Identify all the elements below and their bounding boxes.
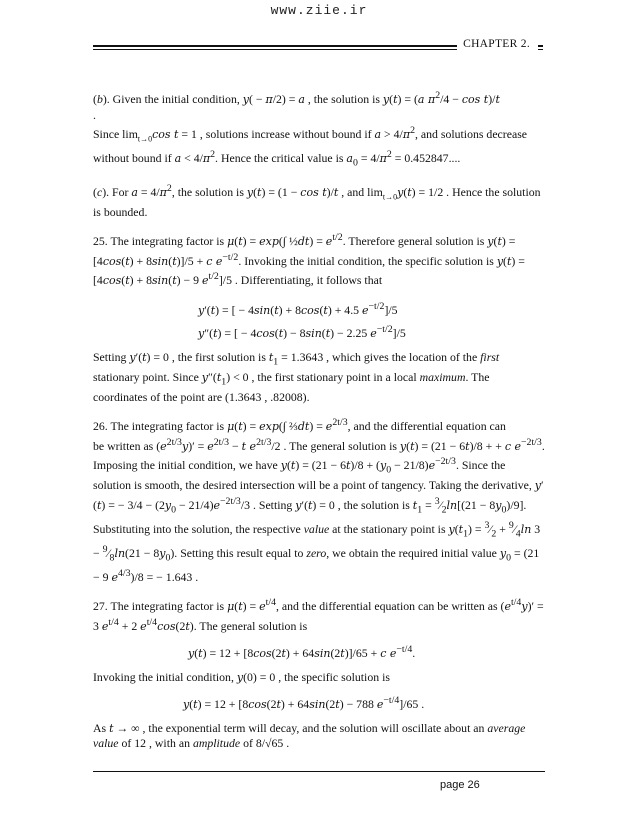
problem-27-initial: Invoking the initial condition, y(0) = 0 , the specific solution is	[93, 669, 390, 684]
paragraph-limit: Since $\lim_{t\to 0}\cos$ t = 1 , solutions increase without bound if $a > 4/\pi^2$, and solutions decrease without bound if $a < 4/\pi^2$. Hence the critical value is $a_0 = 4/\pi^2 = 0.452847$....	[93, 125, 528, 169]
problem-25-conclusion: Setting y′(t) = 0 , the first solution is $t_1 = 1.3643$ , which gives the location of the first stationary point. Since $y''(t_1) < 0$ , the first stationary point in a local maximum. The coordinates of the point are (1.3643 , .82008).	[93, 349, 500, 404]
part-b-line: (b). Given the initial condition, y( − π/2) = a , the solution is y(t) = (a $\pi^2/4 - \cos t)/t$	[93, 90, 500, 106]
equation-y-double-prime: y″(t) = [ − 4cos(t) − 8sin(t) − 2.25 $e^{-t/2}]/5$	[198, 324, 406, 341]
equation-specific-solution: y(t) = 12 + [8cos(2t) + 64sin(2t) − 788 $e^{-t/4}]/65$ .	[183, 695, 425, 712]
footer-rule	[93, 771, 545, 772]
problem-25: 25. The integrating factor is μ(t) = exp(∫ ½dt) = $e^{t/2}$. Therefore general solution is y(t) = [4cos(t) + 8sin(t)]/5 + c $e^{-t/2}$. Invoking the initial condition, the specific solution is y(t) = [4cos(t) + 8sin(t) − 9 $e^{t/2}]/5$ . Differentiating, it follows that	[93, 232, 525, 288]
problem-27-conclusion: As t → ∞ , the exponential term will decay, and the solution will oscillate about an average	[93, 720, 526, 735]
paragraph-part-b	[93, 88, 545, 108]
problem-26-intro: 26. The integrating factor is μ(t) = exp(∫ ⅔dt) = $e^{2t/3}$, and the differential equation can	[93, 417, 506, 434]
chapter-heading: CHAPTER 2.	[457, 38, 538, 50]
paragraph-part-c: (c). For $a = 4/\pi^2$, the solution is y(t) = (1 − cos t)/t , and $\lim_{t\to 0}y(t) = 1/2$ . Hence the solution is bounded.	[93, 182, 541, 219]
equation-general-solution: y(t) = 12 + [8cos(2t) + 64sin(2t)]/65 + c $e^{-t/4}$.	[188, 644, 416, 660]
problem-27-intro: 27. The integrating factor is $\mu(t) = e^{t/4}$, and the differential equation can be written as $(e^{t/4}y)' = 3$ $e^{t/4} + 2$ $e^{t/4}\cos(2t)$. The general solution is	[93, 597, 544, 633]
page-body	[93, 88, 545, 752]
watermark: www.ziie.ir	[270, 3, 368, 18]
problem-27-amplitude: value of 12 , with an amplitude of 8/√65 .	[93, 736, 290, 751]
problem-26-body: be written as $(e^{2t/3}y)' = e^{2t/3} - t$ $e^{2t/3}/2$ . The general solution is y(t) = (21 − 6t)/8 + + c $e^{-2t/3}$. Imposing the initial condition, we have $y(t) = (21 - 6t)/8 + (y_0 - 21/8)e^{-2t/3}$. Since the solution is smooth, the desired intersection will be a point of tangency. Taking the derivative, y′(t) = − $3/4 - (2y_0 - 21/4)e^{-2t/3}/3$ . Setting y′(t) = 0 , the solution is $t_1$ = $^3⁄_2\ln[(21 - 8y_0)/9]$. Substituting into the solution, the respective value at the stationary point is $y(t_1)$ = $^3⁄_2$ + $^9⁄_4\ln$ $3 - ^9⁄_8\ln(21 - 8y_0)$. Setting this result equal to zero, we obtain the required initial value $y_0 = (21 - 9$ $e^{4/3})/8$ = − 1.643 .	[93, 436, 545, 584]
equation-y-prime: y′(t) = [ − 4sin(t) + 8cos(t) + 4.5 $e^{-t/2}]/5$	[198, 300, 398, 317]
stray-period: .	[93, 107, 96, 122]
page-number: page 26	[440, 779, 480, 791]
